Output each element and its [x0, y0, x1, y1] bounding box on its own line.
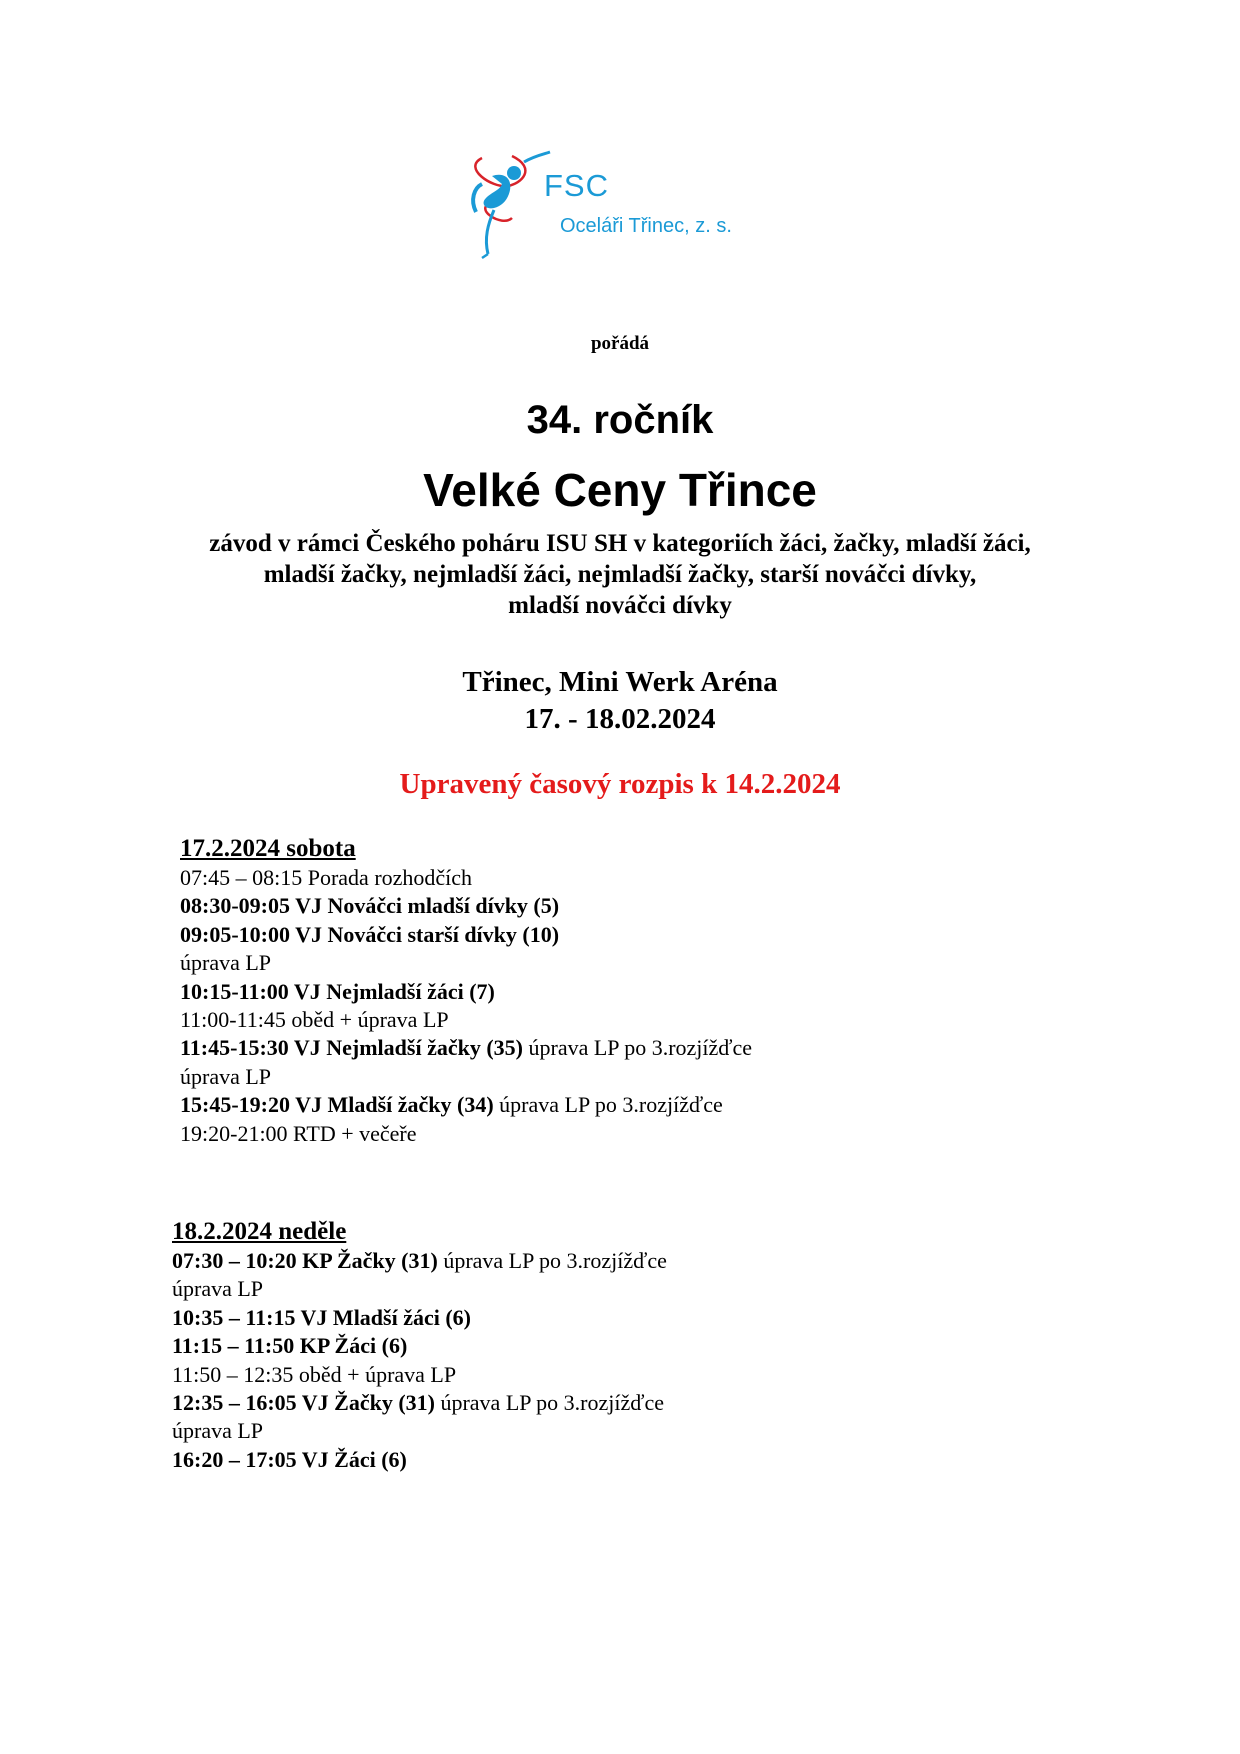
description-line: mladší žačky, nejmladší žáci, nejmladší žačky, starší nováčci dívky, [263, 561, 977, 588]
schedule-row-event: 11:15 – 11:50 KP Žáci (6) [172, 1333, 408, 1359]
schedule-row [180, 1063, 752, 1091]
schedule-row-event: 09:05-10:00 VJ Nováčci starší dívky (10) [180, 921, 560, 947]
club-logo [452, 128, 812, 288]
schedule-row [172, 1275, 667, 1303]
schedule-row [172, 1389, 667, 1417]
description-line: mladší nováčci dívky [508, 592, 732, 619]
edition-title: 34. ročník [526, 398, 714, 442]
schedule-row-note: úprava LP [172, 1418, 264, 1444]
day-title: 17.2.2024 sobota [180, 835, 356, 862]
schedule-row [172, 1446, 667, 1474]
schedule-row [180, 892, 752, 920]
schedule-row-note: úprava LP [180, 1063, 272, 1089]
schedule-row-event: 10:35 – 11:15 VJ Mladší žáci (6) [172, 1304, 472, 1330]
schedule-row-event: 08:30-09:05 VJ Nováčci mladší dívky (5) [180, 893, 560, 919]
schedule-row-note: 19:20-21:00 RTD + večeře [180, 1120, 417, 1146]
schedule-row-note: 11:00-11:45 oběd + úprava LP [180, 1007, 449, 1033]
schedule-row [180, 949, 752, 977]
schedule-row [180, 978, 752, 1006]
schedule-saturday [180, 835, 752, 1148]
schedule-rows [172, 1247, 667, 1474]
schedule-row-note: úprava LP [180, 950, 272, 976]
schedule-row-note: úprava LP [172, 1276, 264, 1302]
revised-schedule-notice: Upravený časový rozpis k 14.2.2024 [399, 768, 841, 800]
schedule-row-note: úprava LP po 3.rozjížďce [437, 1248, 667, 1273]
logo-subtitle: Oceláři Třinec, z. s. [560, 215, 732, 237]
schedule-row [172, 1417, 667, 1445]
venue: Třinec, Mini Werk Aréna [462, 666, 778, 698]
schedule-row-event: 16:20 – 17:05 VJ Žáci (6) [172, 1446, 407, 1472]
schedule-row-note: úprava LP po 3.rozjížďce [434, 1390, 665, 1416]
schedule-row [172, 1332, 667, 1360]
description-line: závod v rámci Českého poháru ISU SH v kategoriích žáci, žačky, mladší žáci, [209, 530, 1031, 557]
schedule-row [172, 1361, 667, 1389]
schedule-row-event: 15:45-19:20 VJ Mladší žačky (34) [180, 1092, 494, 1118]
schedule-row-event: 12:35 – 16:05 VJ Žačky (31) [172, 1390, 435, 1416]
schedule-row-note: 11:50 – 12:35 oběd + úprava LP [172, 1361, 457, 1387]
event-dates: 17. - 18.02.2024 [524, 703, 716, 735]
schedule-sunday [172, 1218, 667, 1474]
presents-text: pořádá [590, 333, 650, 354]
schedule-row [180, 1034, 752, 1062]
schedule-row-event: 11:45-15:30 VJ Nejmladší žačky (35) [180, 1035, 523, 1061]
day-title: 18.2.2024 neděle [172, 1218, 347, 1245]
schedule-row [172, 1247, 667, 1275]
schedule-rows [180, 864, 752, 1148]
schedule-row-note: 07:45 – 08:15 Porada rozhodčích [180, 865, 473, 890]
figure-skater-icon [452, 128, 552, 278]
event-title: Velké Ceny Třince [423, 464, 817, 516]
venue-block [0, 664, 1240, 738]
schedule-row-event: 07:30 – 10:20 KP Žačky (31) [172, 1248, 438, 1273]
schedule-row [180, 1120, 752, 1148]
schedule-row-note: úprava LP po 3.rozjížďce [493, 1092, 723, 1118]
event-description [0, 528, 1240, 621]
schedule-row [180, 864, 752, 892]
schedule-row [180, 1091, 752, 1119]
schedule-row [172, 1304, 667, 1332]
schedule-row-event: 10:15-11:00 VJ Nejmladší žáci (7) [180, 978, 495, 1004]
schedule-row-note: úprava LP po 3.rozjížďce [523, 1035, 753, 1061]
logo-brand-text: FSC [544, 168, 609, 203]
schedule-row [180, 1006, 752, 1034]
schedule-row [180, 921, 752, 949]
